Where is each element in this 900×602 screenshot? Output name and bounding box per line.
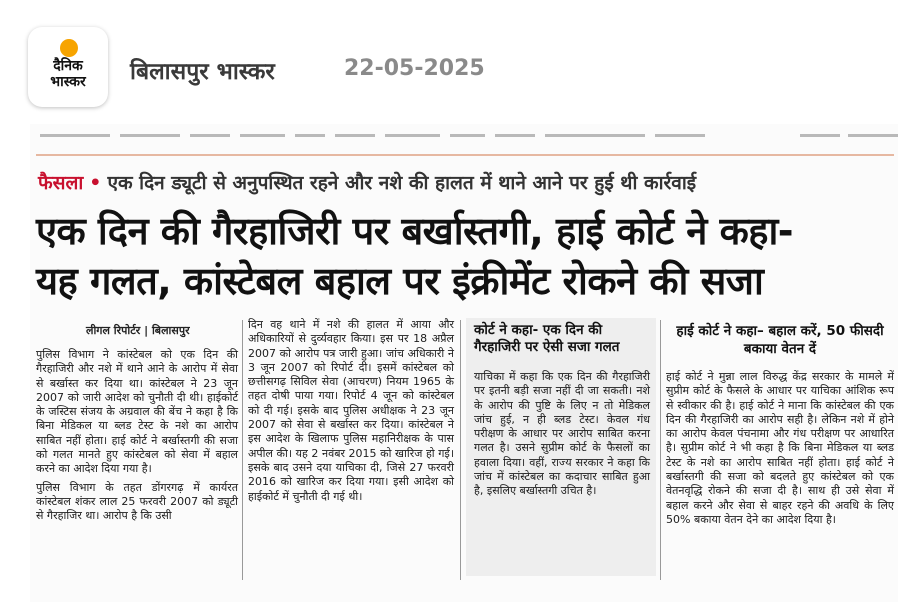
sidebar-text: हाई कोर्ट ने मुन्ना लाल विरुद्ध केंद्र सरकार के मामले में सुप्रीम कोर्ट के फैसले के आधार पर याचिका आंशिक रूप से स्वीकार की है। हाई कोर्ट ने माना कि कांस्टेबल की एक दिन की गैरहाजिरी का आरोप सही है। लेकिन नशे में होने का आरोप केवल पंचनामा और गंध परीक्षण पर आधारित है। सुप्रीम कोर्ट ने भी कहा है कि बिना मेडिकल या ब्लड टेस्ट के नशे का आरोप साबित नहीं होता। हाई कोर्ट ने बर्खास्तगी की सजा को बदलते हुए कांस्टेबल को एक वेतनवृद्धि रोकने की सजा दी है। साथ ही उसे सेवा में बहाल करने और सेवा से बाहर रहने की अवधि के लिए 50% बकाया वेतन देने का आदेश दिया है। xyxy=(666,370,894,526)
sidebar-heading: हाई कोर्ट ने कहा– बहाल करें, 50 फीसदी बकाया वेतन दें xyxy=(676,323,884,357)
byline: लीगल रिपोर्टर | बिलासपुर xyxy=(86,324,190,337)
paragraph: पुलिस विभाग ने कांस्टेबल को एक दिन की गैरहाजिरी और नशे में थाने आने के आरोप में सेवा से बर्खास्त कर दिया था। कांस्टेबल ने 23 जून 2007 को जारी आदेश को चुनौती दी थी। हाईकोर्ट के जस्टिस संजय के अग्रवाल की बेंच ने कहा है कि बिना मेडिकल या ब्लड टेस्ट के नशे का आरोप साबित नहीं होता। हाई कोर्ट ने बर्खास्तगी की सजा को गलत मानते हुए कांस्टेबल को सेवा में बहाल करने का आदेश दिया गया है। xyxy=(36,348,238,476)
logo-text-top: दैनिक xyxy=(53,58,83,74)
sidebar-box-court-view xyxy=(466,318,656,576)
headline-line-1: एक दिन की गैरहाजिरी पर बर्खास्तगी, हाई कोर्ट ने कहा- xyxy=(36,209,794,253)
sidebar-heading: कोर्ट ने कहा- एक दिन की गैरहाजिरी पर ऐसी सजा गलत xyxy=(474,322,620,355)
newspaper-clipping xyxy=(30,124,898,602)
article-column-1 xyxy=(36,348,238,528)
kicker-line xyxy=(38,169,696,195)
headline xyxy=(36,206,896,306)
paragraph: दिन वह थाने में नशे की हालत में आया और अधिकारियों से दुर्व्यवहार किया। इस पर 18 अप्रैल 2007 को आरोप पत्र जारी हुआ। जांच अधिकारी ने 3 जून 2007 को रिपोर्ट दी। इसमें कांस्टेबल को छत्तीसगढ़ सिविल सेवा (आचरण) नियम 1965 के तहत दोषी पाया गया। रिपोर्ट 4 जून को कांस्टेबल को दी गई। इसके बाद पुलिस अधीक्षक ने 23 जून 2007 को सेवा से बर्खास्त कर दिया। कांस्टेबल ने इस आदेश के खिलाफ पुलिस महानिरीक्षक के पास अपील की। यह 2 नवंबर 2015 को खारिज हो गई। इसके बाद उसने दया याचिका दी, जिसे 27 फरवरी 2016 को खारिज कर दिया गया। इसी आदेश को हाईकोर्ट में चुनौती दी गई थी। xyxy=(248,318,454,503)
column-divider xyxy=(242,320,243,580)
cut-off-text-strip xyxy=(40,128,898,140)
sun-icon xyxy=(60,39,78,57)
dainik-bhaskar-logo[interactable] xyxy=(28,27,108,107)
sidebar-text: याचिका में कहा कि एक दिन की गैरहाजिरी पर इतनी बड़ी सजा नहीं दी जा सकती। नशे के आरोप की पुष्टि के लिए न तो मेडिकल जांच हुई, न ही ब्लड टेस्ट। केवल गंध परीक्षण के आधार पर आरोप साबित करना गलत है। उसने सुप्रीम कोर्ट के फैसलों का हवाला दिया। वहीं, राज्य सरकार ने कहा कि जांच में कांस्टेबल का कदाचार साबित हुआ है, इसलिए बर्खास्तगी उचित है। xyxy=(474,370,650,498)
sidebar-box-verdict xyxy=(666,322,894,527)
logo-text-bottom: भास्कर xyxy=(50,74,86,90)
column-divider xyxy=(660,320,661,580)
top-rule xyxy=(36,154,894,156)
app-header xyxy=(0,0,900,124)
article-column-2 xyxy=(248,318,454,508)
column-divider xyxy=(460,320,461,580)
edition-date: 22-05-2025 xyxy=(344,56,485,81)
kicker-text: एक दिन ड्यूटी से अनुपस्थित रहने और नशे की हालत में थाने आने पर हुई थी कार्रवाई xyxy=(107,172,697,194)
kicker-bullet: • xyxy=(89,172,102,194)
headline-line-2: यह गलत, कांस्टेबल बहाल पर इंक्रीमेंट रोकने की सजा xyxy=(36,259,764,303)
paragraph: पुलिस विभाग के तहत डोंगरगढ़ में कार्यरत कांस्टेबल शंकर लाल 25 फरवरी 2007 को ड्यूटी से गैरहाजिर था। आरोप है कि उसी xyxy=(36,480,238,523)
kicker-tag: फैसला xyxy=(38,172,84,194)
edition-title: बिलासपुर भास्कर xyxy=(130,59,275,85)
